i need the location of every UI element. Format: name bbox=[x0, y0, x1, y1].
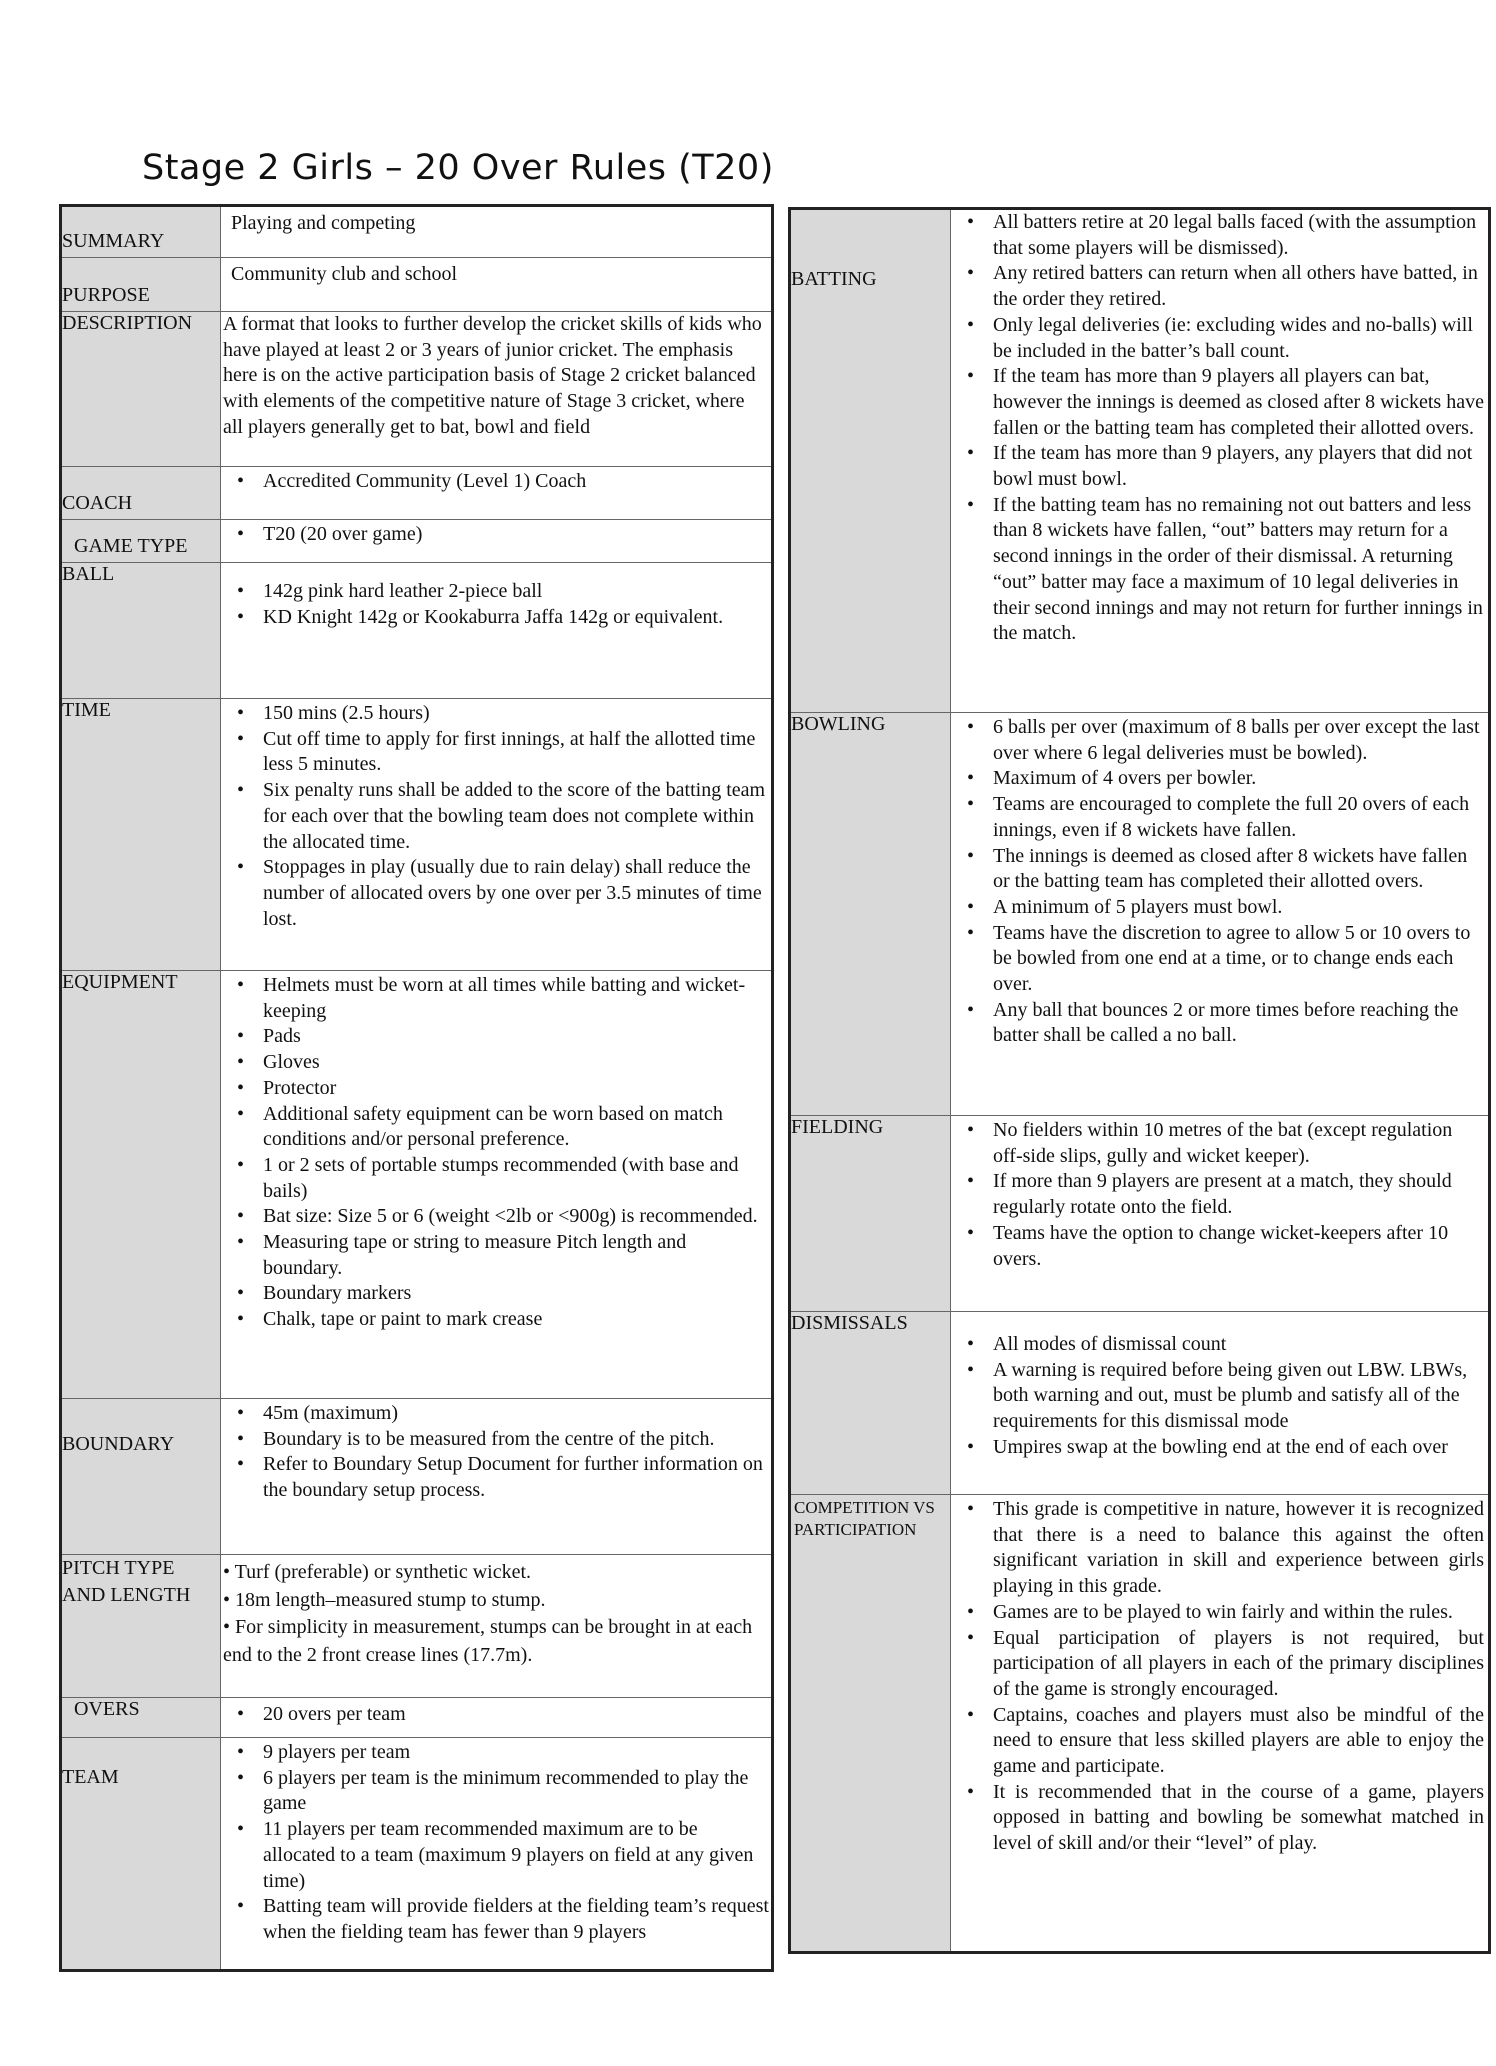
row-boundary bbox=[61, 1399, 773, 1555]
row-list bbox=[951, 1495, 1488, 1857]
row-list bbox=[221, 1698, 771, 1728]
row-list bbox=[221, 1738, 771, 1946]
row-label: DISMISSALS bbox=[790, 1312, 951, 1495]
row-game-type bbox=[61, 520, 773, 563]
row-list bbox=[221, 563, 771, 630]
row-batting bbox=[790, 209, 1490, 713]
list-item: • 150 mins (2.5 hours) bbox=[263, 701, 769, 727]
row-label: COMPETITION VS PARTICIPATION bbox=[790, 1495, 951, 1953]
row-list bbox=[951, 210, 1488, 647]
list-item: • 9 players per team bbox=[263, 1740, 769, 1766]
list-item: • Batting team will provide fielders at the fielding team’s request when the fielding team has fewer than 9 players bbox=[263, 1894, 769, 1945]
list-item: • All batters retire at 20 legal balls faced (with the assumption that some players will be dismissed). bbox=[993, 210, 1486, 261]
list-item: • If the team has more than 9 players all players can bat, however the innings is deemed as closed after 8 wickets have fallen or the batting team has completed their allotted overs. bbox=[993, 364, 1486, 441]
list-item: • 1 or 2 sets of portable stumps recommended (with base and bails) bbox=[263, 1153, 769, 1204]
list-item: • The innings is deemed as closed after 8 wickets have fallen or the batting team has completed their allotted overs. bbox=[993, 844, 1486, 895]
row-label: GAME TYPE bbox=[61, 520, 221, 563]
row-competition bbox=[790, 1495, 1490, 1953]
list-item: • Captains, coaches and players must also be mindful of the need to ensure that less skilled players are able to enjoy the game and participate. bbox=[993, 1703, 1484, 1780]
list-item: • Gloves bbox=[263, 1050, 769, 1076]
row-text: Community club and school bbox=[231, 263, 458, 285]
list-item: • Any ball that bounces 2 or more times before reaching the batter shall be called a no ball. bbox=[993, 998, 1486, 1049]
list-item: • Six penalty runs shall be added to the score of the batting team for each over that the bowling team does not complete within the allocated time. bbox=[263, 778, 769, 855]
list-item: • Teams have the discretion to agree to allow 5 or 10 overs to be bowled from one end at a time, or to change ends each over. bbox=[993, 921, 1486, 998]
list-item: • Umpires swap at the bowling end at the end of each over bbox=[993, 1435, 1486, 1461]
list-item: • 20 overs per team bbox=[263, 1702, 769, 1728]
row-list bbox=[951, 713, 1488, 1049]
list-item: • For simplicity in measurement, stumps can be brought in at each end to the 2 front crease lines (17.7m). bbox=[223, 1616, 753, 1666]
row-label: EQUIPMENT bbox=[61, 971, 221, 1399]
row-purpose bbox=[61, 258, 773, 312]
row-text: Playing and competing bbox=[231, 212, 416, 234]
list-item: • Accredited Community (Level 1) Coach bbox=[263, 469, 769, 495]
row-list bbox=[221, 699, 771, 932]
row-text: A format that looks to further develop the cricket skills of kids who have played at least 2 or 3 years of junior cricket. The emphasis here is on the active participation basis of Stage 2 cricket balanced with elements of the competitive nature of Stage 3 cricket, where all players generally get to bat, bowl and field bbox=[223, 313, 762, 438]
list-item: • Measuring tape or string to measure Pitch length and boundary. bbox=[263, 1230, 769, 1281]
row-label: TEAM bbox=[61, 1738, 221, 1971]
list-item: • Maximum of 4 overs per bowler. bbox=[993, 766, 1486, 792]
row-label: TIME bbox=[61, 699, 221, 971]
list-item: • Turf (preferable) or synthetic wicket. bbox=[223, 1561, 532, 1583]
list-item: • A warning is required before being given out LBW. LBWs, both warning and out, must be plumb and satisfy all of the requirements for this dismissal mode bbox=[993, 1358, 1486, 1435]
row-overs bbox=[61, 1698, 773, 1738]
list-item: • Teams have the option to change wicket-keepers after 10 overs. bbox=[993, 1221, 1486, 1272]
row-label: PURPOSE bbox=[61, 258, 221, 312]
list-item: • Games are to be played to win fairly and within the rules. bbox=[993, 1600, 1484, 1626]
row-equipment bbox=[61, 971, 773, 1399]
list-item: • If the batting team has no remaining not out batters and less than 8 wickets have fallen, “out” batters may return for a second innings in the order of their dismissal. A returning “out” batter may face a maximum of 10 legal deliveries in their second innings and may not return for further innings in the match. bbox=[993, 493, 1486, 647]
list-item: • A minimum of 5 players must bowl. bbox=[993, 895, 1486, 921]
row-label: BOWLING bbox=[790, 713, 951, 1116]
list-item: • 45m (maximum) bbox=[263, 1401, 769, 1427]
list-item: • Equal participation of players is not required, but participation of all players in each of the primary disciplines of the game is strongly encouraged. bbox=[993, 1626, 1484, 1703]
list-item: • Helmets must be worn at all times while batting and wicket-keeping bbox=[263, 973, 769, 1024]
page-title: Stage 2 Girls – 20 Over Rules (T20) bbox=[142, 148, 774, 188]
row-label: PITCH TYPE AND LENGTH bbox=[61, 1555, 221, 1698]
row-ball bbox=[61, 563, 773, 699]
list-item: • Additional safety equipment can be worn based on match conditions and/or personal preference. bbox=[263, 1102, 769, 1153]
list-item: • No fielders within 10 metres of the bat (except regulation off-side slips, gully and wicket keeper). bbox=[993, 1118, 1486, 1169]
list-item: • It is recommended that in the course of a game, players opposed in batting and bowling be somewhat matched in level of skill and/or their “level” of play. bbox=[993, 1780, 1484, 1857]
row-label: SUMMARY bbox=[61, 206, 221, 258]
row-label: FIELDING bbox=[790, 1116, 951, 1312]
right-rules-table bbox=[788, 207, 1491, 1954]
row-time bbox=[61, 699, 773, 971]
row-team bbox=[61, 1738, 773, 1971]
row-list bbox=[221, 971, 771, 1333]
list-item: • Any retired batters can return when all others have batted, in the order they retired. bbox=[993, 261, 1486, 312]
row-label: DESCRIPTION bbox=[61, 312, 221, 467]
list-item: • Chalk, tape or paint to mark crease bbox=[263, 1307, 769, 1333]
row-label: COACH bbox=[61, 467, 221, 520]
list-item: • 6 players per team is the minimum recommended to play the game bbox=[263, 1766, 769, 1817]
list-item: • Stoppages in play (usually due to rain delay) shall reduce the number of allocated overs by one over per 3.5 minutes of time lost. bbox=[263, 855, 769, 932]
list-item: • T20 (20 over game) bbox=[263, 522, 769, 548]
row-coach bbox=[61, 467, 773, 520]
row-list bbox=[221, 1555, 771, 1669]
list-item: • Boundary markers bbox=[263, 1281, 769, 1307]
list-item: • This grade is competitive in nature, however it is recognized that there is a need to balance this against the often significant variation in skill and experience between girls playing in this grade. bbox=[993, 1497, 1484, 1600]
row-list bbox=[951, 1116, 1488, 1272]
list-item: • Teams are encouraged to complete the full 20 overs of each innings, even if 8 wickets have fallen. bbox=[993, 792, 1486, 843]
list-item: • All modes of dismissal count bbox=[993, 1332, 1486, 1358]
list-item: • 11 players per team recommended maximum are to be allocated to a team (maximum 9 players on field at any given time) bbox=[263, 1817, 769, 1894]
list-item: • Boundary is to be measured from the centre of the pitch. bbox=[263, 1427, 769, 1453]
list-item: • KD Knight 142g or Kookaburra Jaffa 142g or equivalent. bbox=[263, 605, 769, 631]
list-item: • 142g pink hard leather 2-piece ball bbox=[263, 579, 769, 605]
row-label: BOUNDARY bbox=[61, 1399, 221, 1555]
list-item: • If the team has more than 9 players, any players that did not bowl must bowl. bbox=[993, 441, 1486, 492]
list-item: • 18m length–measured stump to stump. bbox=[223, 1588, 546, 1611]
list-item: • 6 balls per over (maximum of 8 balls per over except the last over where 6 legal deliveries must be bowled). bbox=[993, 715, 1486, 766]
list-item: • Pads bbox=[263, 1024, 769, 1050]
row-list bbox=[221, 520, 771, 548]
list-item: • If more than 9 players are present at a match, they should regularly rotate onto the field. bbox=[993, 1169, 1486, 1220]
row-dismissals bbox=[790, 1312, 1490, 1495]
row-label: OVERS bbox=[61, 1698, 221, 1738]
list-item: • Protector bbox=[263, 1076, 769, 1102]
row-label: BATTING bbox=[790, 209, 951, 713]
row-label: BALL bbox=[61, 563, 221, 699]
row-description bbox=[61, 312, 773, 467]
row-summary bbox=[61, 206, 773, 258]
list-item: • Cut off time to apply for first innings, at half the allotted time less 5 minutes. bbox=[263, 727, 769, 778]
row-pitch bbox=[61, 1555, 773, 1698]
row-fielding bbox=[790, 1116, 1490, 1312]
list-item: • Bat size: Size 5 or 6 (weight <2lb or <900g) is recommended. bbox=[263, 1204, 769, 1230]
list-item: • Only legal deliveries (ie: excluding wides and no-balls) will be included in the batter’s ball count. bbox=[993, 313, 1486, 364]
row-bowling bbox=[790, 713, 1490, 1116]
row-list bbox=[221, 467, 771, 495]
row-list bbox=[951, 1312, 1488, 1461]
row-list bbox=[221, 1399, 771, 1504]
list-item: • Refer to Boundary Setup Document for further information on the boundary setup process. bbox=[263, 1452, 769, 1503]
left-rules-table bbox=[59, 204, 774, 1972]
